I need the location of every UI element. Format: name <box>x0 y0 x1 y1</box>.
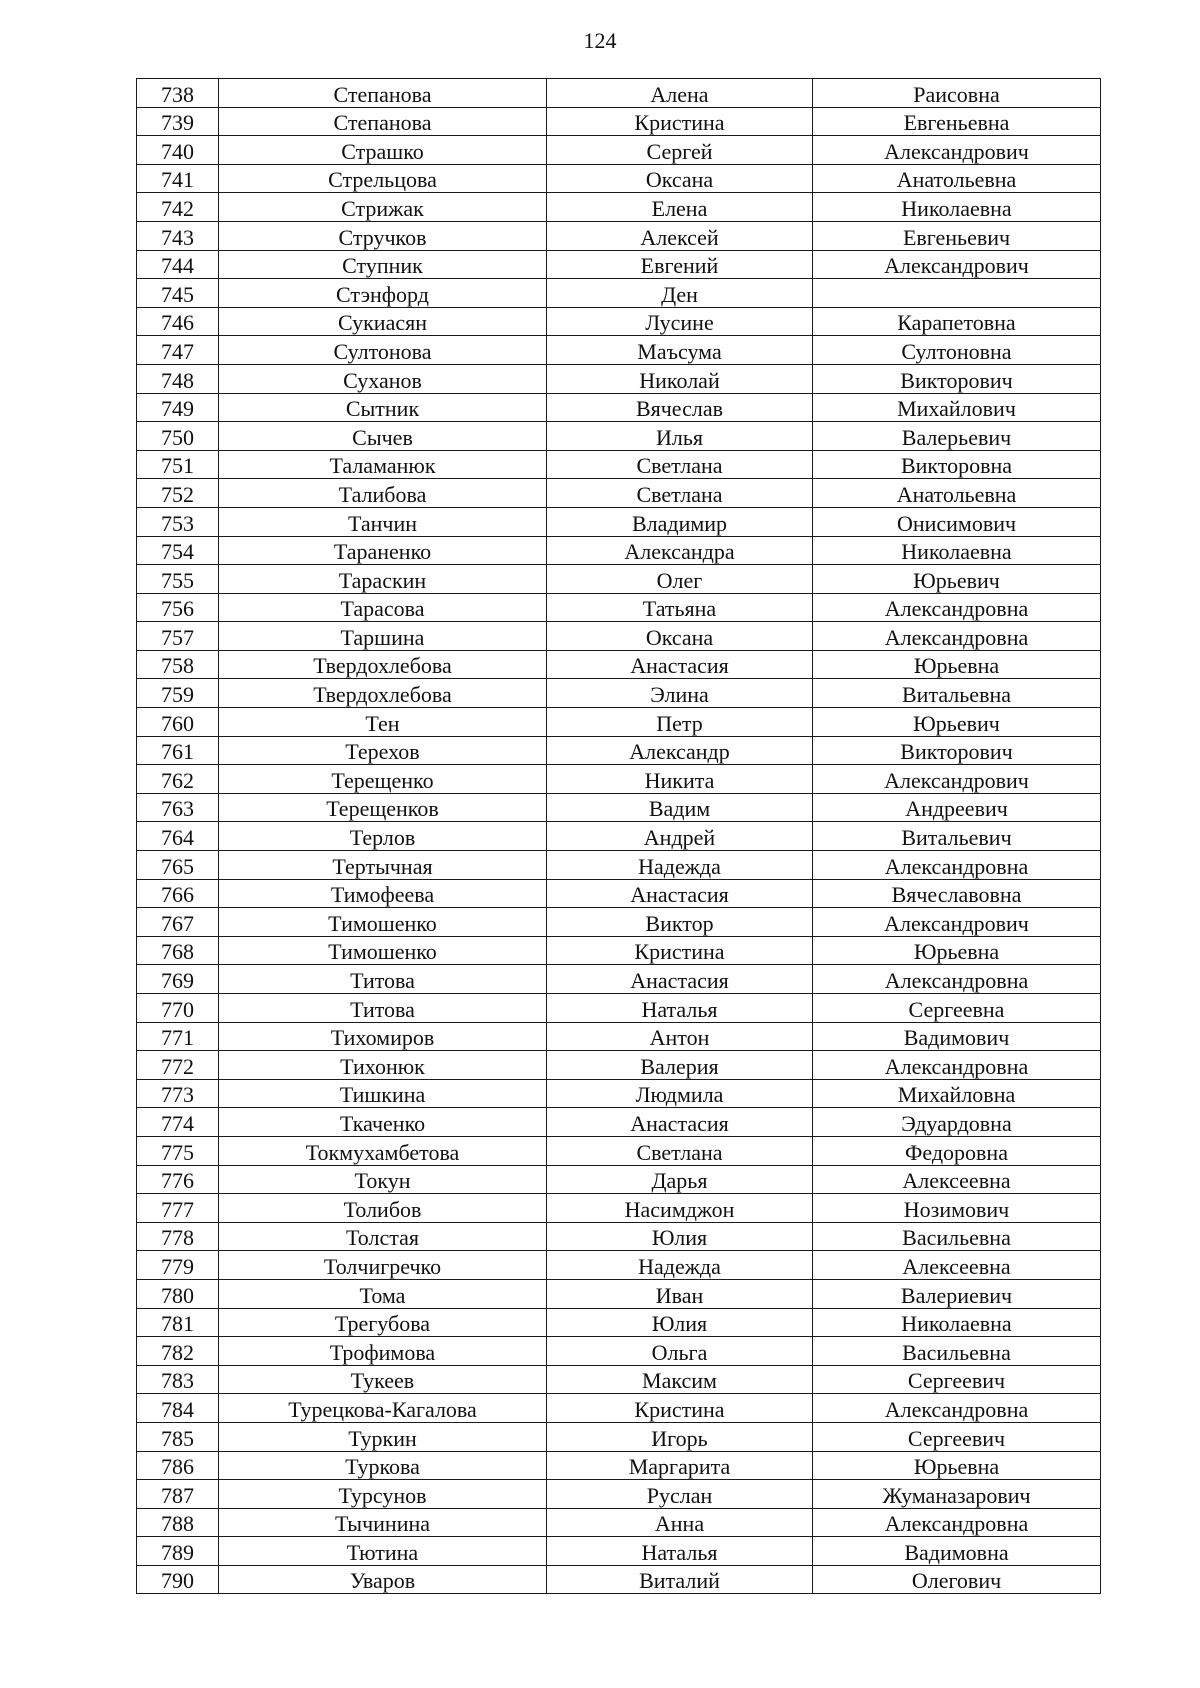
patronymic-cell: Анатольевна <box>813 164 1101 193</box>
patronymic-cell: Николаевна <box>813 536 1101 565</box>
patronymic-cell: Викторович <box>813 736 1101 765</box>
table-row <box>137 450 1101 479</box>
patronymic-cell: Евгеньевич <box>813 221 1101 250</box>
row-number-cell: 784 <box>137 1394 219 1423</box>
patronymic-cell: Алексеевна <box>813 1165 1101 1194</box>
surname-cell: Турсунов <box>219 1480 547 1509</box>
surname-cell: Уваров <box>219 1565 547 1594</box>
row-number-cell: 756 <box>137 593 219 622</box>
first-name-cell: Валерия <box>547 1051 813 1080</box>
table-row <box>137 936 1101 965</box>
surname-cell: Трегубова <box>219 1308 547 1337</box>
patronymic-cell: Викторовна <box>813 450 1101 479</box>
patronymic-cell <box>813 279 1101 308</box>
first-name-cell: Ольга <box>547 1337 813 1366</box>
patronymic-cell: Сергеевич <box>813 1365 1101 1394</box>
table-row <box>137 1051 1101 1080</box>
first-name-cell: Наталья <box>547 1537 813 1566</box>
surname-cell: Танчин <box>219 507 547 536</box>
row-number-cell: 771 <box>137 1022 219 1051</box>
patronymic-cell: Вадимович <box>813 1022 1101 1051</box>
patronymic-cell: Васильевна <box>813 1222 1101 1251</box>
row-number-cell: 746 <box>137 307 219 336</box>
table-row <box>137 1480 1101 1509</box>
patronymic-cell: Юрьевна <box>813 650 1101 679</box>
table-row <box>137 1308 1101 1337</box>
patronymic-cell: Александровна <box>813 965 1101 994</box>
patronymic-cell: Карапетовна <box>813 307 1101 336</box>
row-number-cell: 754 <box>137 536 219 565</box>
patronymic-cell: Нозимович <box>813 1194 1101 1223</box>
first-name-cell: Дарья <box>547 1165 813 1194</box>
row-number-cell: 762 <box>137 765 219 794</box>
row-number-cell: 775 <box>137 1136 219 1165</box>
first-name-cell: Светлана <box>547 450 813 479</box>
first-name-cell: Вячеслав <box>547 393 813 422</box>
table-row <box>137 565 1101 594</box>
first-name-cell: Владимир <box>547 507 813 536</box>
table-row <box>137 422 1101 451</box>
table-row <box>137 193 1101 222</box>
table-row <box>137 1337 1101 1366</box>
table-row <box>137 822 1101 851</box>
table-row <box>137 908 1101 937</box>
table-row <box>137 1165 1101 1194</box>
surname-cell: Терещенков <box>219 793 547 822</box>
row-number-cell: 770 <box>137 994 219 1023</box>
first-name-cell: Надежда <box>547 1251 813 1280</box>
first-name-cell: Виктор <box>547 908 813 937</box>
table-row <box>137 136 1101 165</box>
row-number-cell: 748 <box>137 364 219 393</box>
surname-cell: Терлов <box>219 822 547 851</box>
surname-cell: Тома <box>219 1279 547 1308</box>
table-row <box>137 1108 1101 1137</box>
row-number-cell: 749 <box>137 393 219 422</box>
table-row <box>137 650 1101 679</box>
first-name-cell: Александр <box>547 736 813 765</box>
page-number: 124 <box>583 28 617 53</box>
row-number-cell: 789 <box>137 1537 219 1566</box>
row-number-cell: 788 <box>137 1508 219 1537</box>
row-number-cell: 764 <box>137 822 219 851</box>
patronymic-cell: Витальевна <box>813 679 1101 708</box>
first-name-cell: Илья <box>547 422 813 451</box>
patronymic-cell: Сергеевна <box>813 994 1101 1023</box>
table-row <box>137 851 1101 880</box>
first-name-cell: Светлана <box>547 479 813 508</box>
patronymic-cell: Юрьевна <box>813 936 1101 965</box>
patronymic-cell: Андреевич <box>813 793 1101 822</box>
first-name-cell: Людмила <box>547 1079 813 1108</box>
surname-cell: Тимошенко <box>219 936 547 965</box>
first-name-cell: Кристина <box>547 107 813 136</box>
first-name-cell: Антон <box>547 1022 813 1051</box>
row-number-cell: 782 <box>137 1337 219 1366</box>
table-row <box>137 1365 1101 1394</box>
patronymic-cell: Евгеньевна <box>813 107 1101 136</box>
row-number-cell: 767 <box>137 908 219 937</box>
row-number-cell: 745 <box>137 279 219 308</box>
patronymic-cell: Александровна <box>813 1508 1101 1537</box>
first-name-cell: Алексей <box>547 221 813 250</box>
row-number-cell: 765 <box>137 851 219 880</box>
row-number-cell: 741 <box>137 164 219 193</box>
table-row <box>137 708 1101 737</box>
table-row <box>137 593 1101 622</box>
table-row <box>137 736 1101 765</box>
table-row <box>137 307 1101 336</box>
first-name-cell: Анна <box>547 1508 813 1537</box>
first-name-cell: Алена <box>547 79 813 108</box>
patronymic-cell: Валериевич <box>813 1279 1101 1308</box>
table-row <box>137 1508 1101 1537</box>
row-number-cell: 739 <box>137 107 219 136</box>
patronymic-cell: Жуманазарович <box>813 1480 1101 1509</box>
patronymic-cell: Султоновна <box>813 336 1101 365</box>
first-name-cell: Светлана <box>547 1136 813 1165</box>
first-name-cell: Олег <box>547 565 813 594</box>
surname-cell: Сытник <box>219 393 547 422</box>
surname-cell: Тихомиров <box>219 1022 547 1051</box>
first-name-cell: Евгений <box>547 250 813 279</box>
first-name-cell: Маргарита <box>547 1451 813 1480</box>
table-row <box>137 250 1101 279</box>
first-name-cell: Андрей <box>547 822 813 851</box>
surname-cell: Ткаченко <box>219 1108 547 1137</box>
first-name-cell: Юлия <box>547 1308 813 1337</box>
surname-cell: Тимошенко <box>219 908 547 937</box>
table-row <box>137 622 1101 651</box>
first-name-cell: Сергей <box>547 136 813 165</box>
surname-cell: Султонова <box>219 336 547 365</box>
table-row <box>137 479 1101 508</box>
surname-cell: Ступник <box>219 250 547 279</box>
row-number-cell: 774 <box>137 1108 219 1137</box>
first-name-cell: Иван <box>547 1279 813 1308</box>
first-name-cell: Надежда <box>547 851 813 880</box>
row-number-cell: 778 <box>137 1222 219 1251</box>
row-number-cell: 755 <box>137 565 219 594</box>
first-name-cell: Виталий <box>547 1565 813 1594</box>
table-row <box>137 793 1101 822</box>
row-number-cell: 744 <box>137 250 219 279</box>
table-row <box>137 1565 1101 1594</box>
patronymic-cell: Юрьевич <box>813 708 1101 737</box>
table-row <box>137 965 1101 994</box>
row-number-cell: 742 <box>137 193 219 222</box>
surname-cell: Толстая <box>219 1222 547 1251</box>
surname-cell: Талибова <box>219 479 547 508</box>
row-number-cell: 766 <box>137 879 219 908</box>
first-name-cell: Наталья <box>547 994 813 1023</box>
row-number-cell: 760 <box>137 708 219 737</box>
table-row <box>137 1222 1101 1251</box>
row-number-cell: 759 <box>137 679 219 708</box>
table-row <box>137 1136 1101 1165</box>
first-name-cell: Оксана <box>547 622 813 651</box>
table-row <box>137 1022 1101 1051</box>
table-row <box>137 1079 1101 1108</box>
row-number-cell: 772 <box>137 1051 219 1080</box>
surname-cell: Тычинина <box>219 1508 547 1537</box>
surname-cell: Терещенко <box>219 765 547 794</box>
first-name-cell: Вадим <box>547 793 813 822</box>
row-number-cell: 740 <box>137 136 219 165</box>
patronymic-cell: Юрьевич <box>813 565 1101 594</box>
table-row <box>137 536 1101 565</box>
first-name-cell: Юлия <box>547 1222 813 1251</box>
surname-cell: Степанова <box>219 79 547 108</box>
row-number-cell: 786 <box>137 1451 219 1480</box>
surname-cell: Терехов <box>219 736 547 765</box>
surname-cell: Тишкина <box>219 1079 547 1108</box>
first-name-cell: Анастасия <box>547 650 813 679</box>
row-number-cell: 777 <box>137 1194 219 1223</box>
patronymic-cell: Алексеевна <box>813 1251 1101 1280</box>
table-row <box>137 279 1101 308</box>
table-row <box>137 336 1101 365</box>
surname-cell: Тен <box>219 708 547 737</box>
patronymic-cell: Эдуардовна <box>813 1108 1101 1137</box>
row-number-cell: 752 <box>137 479 219 508</box>
first-name-cell: Игорь <box>547 1422 813 1451</box>
first-name-cell: Елена <box>547 193 813 222</box>
patronymic-cell: Александрович <box>813 765 1101 794</box>
row-number-cell: 783 <box>137 1365 219 1394</box>
row-number-cell: 750 <box>137 422 219 451</box>
table-row <box>137 393 1101 422</box>
surname-cell: Сукиасян <box>219 307 547 336</box>
surname-cell: Тютина <box>219 1537 547 1566</box>
table-row <box>137 1194 1101 1223</box>
surname-cell: Стэнфорд <box>219 279 547 308</box>
surname-cell: Тимофеева <box>219 879 547 908</box>
first-name-cell: Элина <box>547 679 813 708</box>
row-number-cell: 738 <box>137 79 219 108</box>
patronymic-cell: Николаевна <box>813 1308 1101 1337</box>
first-name-cell: Кристина <box>547 936 813 965</box>
patronymic-cell: Михайлович <box>813 393 1101 422</box>
surname-cell: Тертычная <box>219 851 547 880</box>
surname-cell: Стрельцова <box>219 164 547 193</box>
first-name-cell: Максим <box>547 1365 813 1394</box>
surname-cell: Толибов <box>219 1194 547 1223</box>
row-number-cell: 761 <box>137 736 219 765</box>
first-name-cell: Татьяна <box>547 593 813 622</box>
row-number-cell: 779 <box>137 1251 219 1280</box>
surname-cell: Тараскин <box>219 565 547 594</box>
surname-cell: Стручков <box>219 221 547 250</box>
surname-cell: Сычев <box>219 422 547 451</box>
table-row <box>137 1251 1101 1280</box>
first-name-cell: Анастасия <box>547 1108 813 1137</box>
table-row <box>137 1422 1101 1451</box>
table-row <box>137 364 1101 393</box>
surname-cell: Титова <box>219 994 547 1023</box>
row-number-cell: 780 <box>137 1279 219 1308</box>
patronymic-cell: Александрович <box>813 250 1101 279</box>
first-name-cell: Александра <box>547 536 813 565</box>
surname-cell: Степанова <box>219 107 547 136</box>
row-number-cell: 768 <box>137 936 219 965</box>
row-number-cell: 773 <box>137 1079 219 1108</box>
first-name-cell: Оксана <box>547 164 813 193</box>
roster-table <box>136 78 1101 1594</box>
row-number-cell: 753 <box>137 507 219 536</box>
row-number-cell: 781 <box>137 1308 219 1337</box>
patronymic-cell: Викторович <box>813 364 1101 393</box>
patronymic-cell: Валерьевич <box>813 422 1101 451</box>
table-row <box>137 164 1101 193</box>
row-number-cell: 751 <box>137 450 219 479</box>
table-row <box>137 1537 1101 1566</box>
surname-cell: Токмухамбетова <box>219 1136 547 1165</box>
surname-cell: Таламанюк <box>219 450 547 479</box>
row-number-cell: 787 <box>137 1480 219 1509</box>
first-name-cell: Анастасия <box>547 965 813 994</box>
surname-cell: Твердохлебова <box>219 650 547 679</box>
patronymic-cell: Александровна <box>813 851 1101 880</box>
row-number-cell: 743 <box>137 221 219 250</box>
first-name-cell: Руслан <box>547 1480 813 1509</box>
roster-table-body <box>137 79 1101 1594</box>
patronymic-cell: Александровна <box>813 1394 1101 1423</box>
first-name-cell: Лусине <box>547 307 813 336</box>
surname-cell: Тукеев <box>219 1365 547 1394</box>
first-name-cell: Петр <box>547 708 813 737</box>
first-name-cell: Насимджон <box>547 1194 813 1223</box>
first-name-cell: Маъсума <box>547 336 813 365</box>
first-name-cell: Кристина <box>547 1394 813 1423</box>
row-number-cell: 769 <box>137 965 219 994</box>
table-row <box>137 765 1101 794</box>
surname-cell: Тихонюк <box>219 1051 547 1080</box>
surname-cell: Тарасова <box>219 593 547 622</box>
surname-cell: Титова <box>219 965 547 994</box>
patronymic-cell: Раисовна <box>813 79 1101 108</box>
patronymic-cell: Юрьевна <box>813 1451 1101 1480</box>
patronymic-cell: Онисимович <box>813 507 1101 536</box>
patronymic-cell: Александрович <box>813 908 1101 937</box>
surname-cell: Таршина <box>219 622 547 651</box>
surname-cell: Страшко <box>219 136 547 165</box>
row-number-cell: 747 <box>137 336 219 365</box>
patronymic-cell: Александровна <box>813 593 1101 622</box>
table-row <box>137 79 1101 108</box>
first-name-cell: Ден <box>547 279 813 308</box>
row-number-cell: 776 <box>137 1165 219 1194</box>
patronymic-cell: Вячеславовна <box>813 879 1101 908</box>
table-row <box>137 1394 1101 1423</box>
table-row <box>137 1451 1101 1480</box>
patronymic-cell: Федоровна <box>813 1136 1101 1165</box>
patronymic-cell: Николаевна <box>813 193 1101 222</box>
patronymic-cell: Анатольевна <box>813 479 1101 508</box>
patronymic-cell: Александровна <box>813 1051 1101 1080</box>
table-row <box>137 679 1101 708</box>
patronymic-cell: Олегович <box>813 1565 1101 1594</box>
first-name-cell: Анастасия <box>547 879 813 908</box>
table-row <box>137 221 1101 250</box>
surname-cell: Стрижак <box>219 193 547 222</box>
patronymic-cell: Александрович <box>813 136 1101 165</box>
row-number-cell: 785 <box>137 1422 219 1451</box>
first-name-cell: Николай <box>547 364 813 393</box>
patronymic-cell: Александровна <box>813 622 1101 651</box>
table-row <box>137 107 1101 136</box>
surname-cell: Туркин <box>219 1422 547 1451</box>
patronymic-cell: Михайловна <box>813 1079 1101 1108</box>
row-number-cell: 758 <box>137 650 219 679</box>
table-row <box>137 1279 1101 1308</box>
patronymic-cell: Сергеевич <box>813 1422 1101 1451</box>
first-name-cell: Никита <box>547 765 813 794</box>
patronymic-cell: Витальевич <box>813 822 1101 851</box>
row-number-cell: 763 <box>137 793 219 822</box>
patronymic-cell: Васильевна <box>813 1337 1101 1366</box>
surname-cell: Токун <box>219 1165 547 1194</box>
surname-cell: Туркова <box>219 1451 547 1480</box>
surname-cell: Трофимова <box>219 1337 547 1366</box>
surname-cell: Тараненко <box>219 536 547 565</box>
surname-cell: Суханов <box>219 364 547 393</box>
surname-cell: Твердохлебова <box>219 679 547 708</box>
table-row <box>137 507 1101 536</box>
surname-cell: Турецкова-Кагалова <box>219 1394 547 1423</box>
row-number-cell: 790 <box>137 1565 219 1594</box>
patronymic-cell: Вадимовна <box>813 1537 1101 1566</box>
table-row <box>137 994 1101 1023</box>
surname-cell: Толчигречко <box>219 1251 547 1280</box>
row-number-cell: 757 <box>137 622 219 651</box>
table-row <box>137 879 1101 908</box>
